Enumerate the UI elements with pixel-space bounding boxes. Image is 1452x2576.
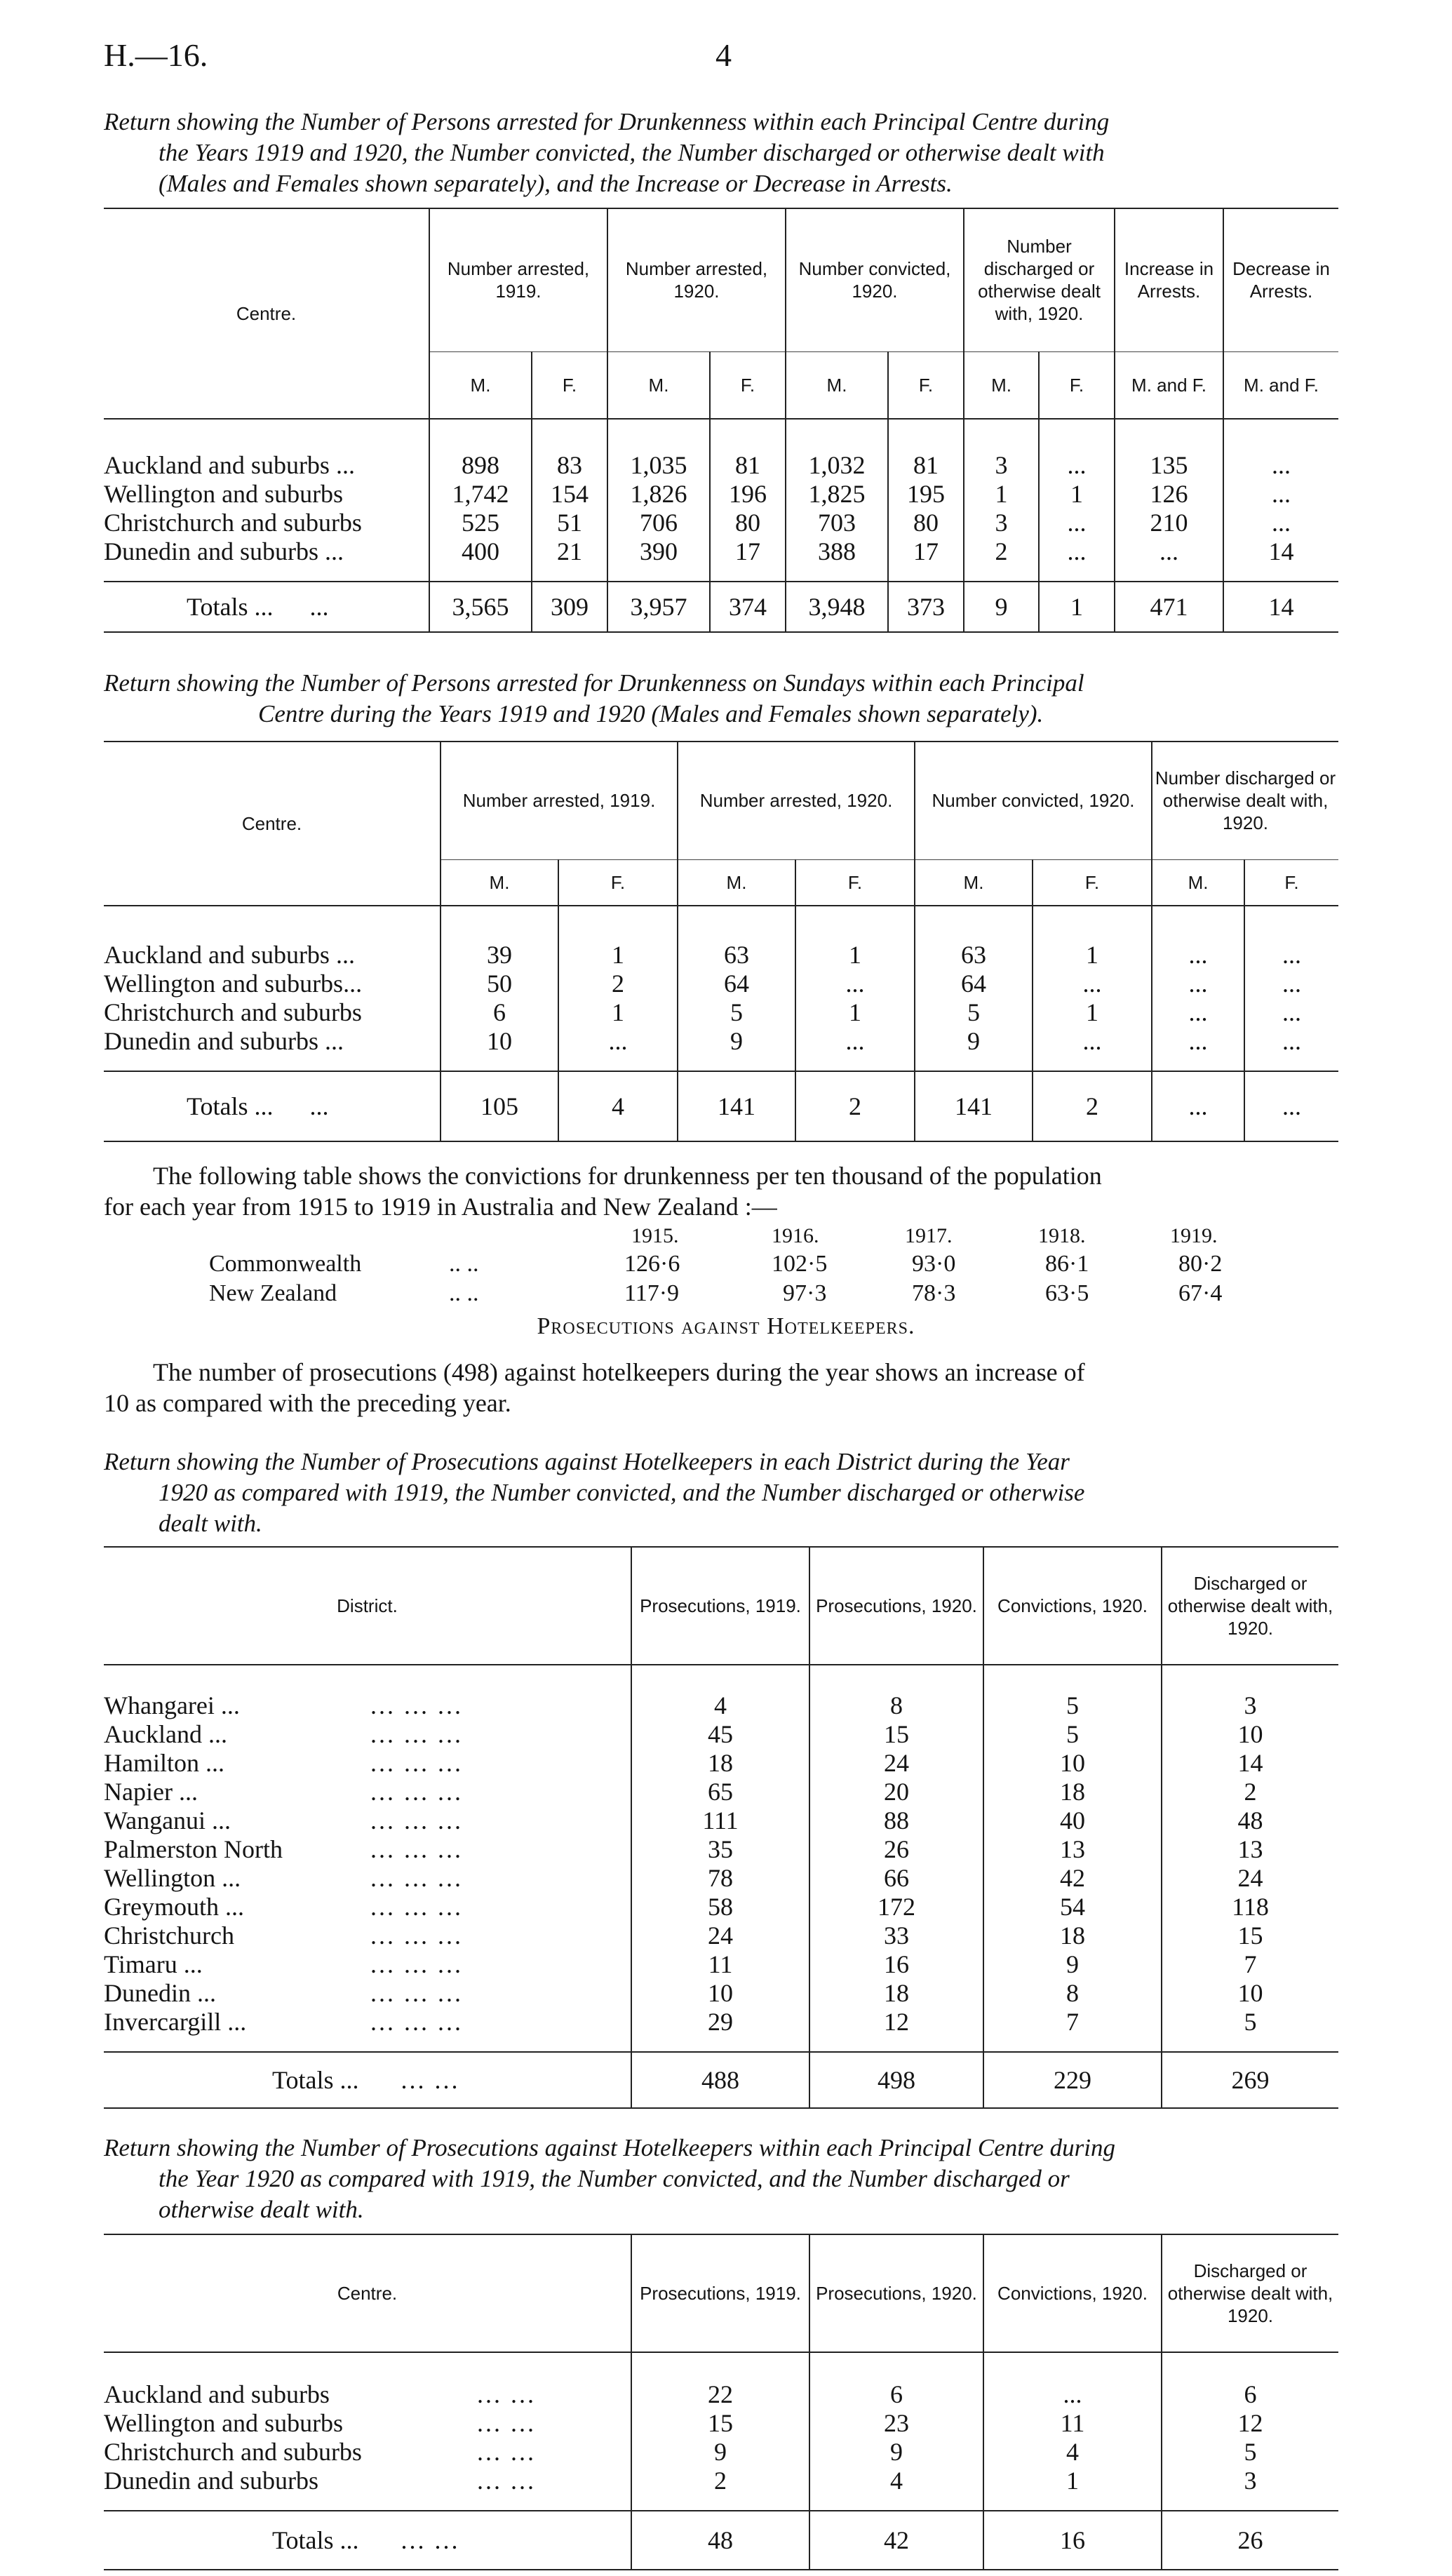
cell: 2 [964, 537, 1039, 566]
table2-col-arrested-1920: Number arrested, 1920. [678, 742, 915, 859]
cell: 18 [631, 1749, 809, 1778]
cell: 10 [983, 1749, 1162, 1778]
page-number: 4 [715, 37, 732, 73]
cell: 5 [678, 998, 795, 1027]
cell: 1,742 [429, 480, 532, 509]
cell: ... [558, 1027, 678, 1056]
cell: 39 [441, 941, 558, 970]
cell: ... [1039, 451, 1115, 480]
table1-caption: Return showing the Number of Persons arrested for Drunkenness within each Principal Centre during the Years 1919 and 1920, the Number convicted, the Number discharged or otherwise dealt with (Males and Females shown separately), and the Increase or Decrease in Arrests. [104, 108, 1110, 197]
cell: 78 [631, 1864, 809, 1893]
total-cell: 269 [1162, 2052, 1338, 2108]
cell: 195 [888, 480, 964, 509]
section-heading: Prosecutions against Hotelkeepers. [537, 1313, 915, 1339]
cell: 1,826 [607, 480, 710, 509]
cell: 15 [809, 1720, 983, 1749]
cell: 1 [795, 998, 915, 1027]
row-label: Commonwealth [209, 1251, 362, 1277]
cell: 97·3 [783, 1280, 827, 1306]
row-label: Christchurch and suburbs [104, 509, 362, 537]
cell: ... [795, 970, 915, 998]
totals-row [104, 1071, 1338, 1141]
cell: ... [1152, 998, 1244, 1027]
cell: 22 [631, 2380, 809, 2409]
cell: 48 [1162, 1806, 1338, 1835]
leader-dots: .. .. [449, 1280, 479, 1306]
total-cell: 48 [631, 2511, 809, 2570]
total-cell: 105 [441, 1071, 558, 1141]
cell: 64 [678, 970, 795, 998]
cell: 18 [983, 1921, 1162, 1950]
table2-sub: M. [678, 859, 795, 906]
cell: 33 [809, 1921, 983, 1950]
total-cell: 309 [532, 582, 607, 632]
cell: 118 [1162, 1893, 1338, 1921]
total-cell: 3,957 [607, 582, 710, 632]
table2-sub: F. [558, 859, 678, 906]
table2-col-convicted-1920: Number convicted, 1920. [915, 742, 1152, 859]
cell: 63 [915, 941, 1033, 970]
row-label: Timaru ... ... ... ... [104, 1950, 463, 1978]
cell: 1 [558, 941, 678, 970]
row-label: Christchurch and suburbs ... ... [104, 2438, 536, 2466]
cell: 15 [631, 2409, 809, 2438]
cell: 4 [809, 2467, 983, 2495]
table3-col-prosecutions-1919: Prosecutions, 1919. [631, 1547, 809, 1665]
cell: 17 [888, 537, 964, 566]
cell: 3 [1162, 2467, 1338, 2495]
totals-row [104, 2052, 1338, 2108]
cell: 10 [1162, 1720, 1338, 1749]
year-header: 1915. [631, 1224, 679, 1247]
cell: 3 [964, 509, 1039, 537]
table3-district-prosecutions [104, 1546, 1338, 2109]
table-row [104, 2409, 1338, 2438]
table3-col-discharged-1920: Discharged or otherwise dealt with, 1920. [1162, 1547, 1338, 1665]
row-label: Dunedin and suburbs ... [104, 537, 344, 565]
cell: 9 [983, 1950, 1162, 1979]
total-cell: 16 [983, 2511, 1162, 2570]
table-row [104, 537, 1338, 566]
cell: 13 [1162, 1835, 1338, 1864]
prosecutions-paragraph: The number of prosecutions (498) against hotelkeepers during the year shows an increase of 10 as compared with the preceding year. [104, 1358, 1085, 1417]
cell: 65 [631, 1778, 809, 1806]
cell: 45 [631, 1720, 809, 1749]
cell: ... [1223, 509, 1338, 537]
row-label: Whangarei ... ... ... ... [104, 1691, 463, 1719]
table1-sub: M. [429, 351, 532, 419]
cell: 26 [809, 1835, 983, 1864]
year-header: 1919. [1170, 1224, 1218, 1247]
table2-sub: F. [1033, 859, 1152, 906]
table-row [104, 2008, 1338, 2037]
table2-sub: M. [915, 859, 1033, 906]
cell: 4 [983, 2438, 1162, 2467]
row-label: Auckland and suburbs ... [104, 941, 355, 969]
table1-sub: F. [710, 351, 786, 419]
table-row [104, 1806, 1338, 1835]
year-header: 1917. [905, 1224, 953, 1247]
cell: 24 [809, 1749, 983, 1778]
cell: 2 [1162, 1778, 1338, 1806]
table4-col-discharged-1920: Discharged or otherwise dealt with, 1920. [1162, 2234, 1338, 2352]
total-cell: 14 [1223, 582, 1338, 632]
table-row [104, 1691, 1338, 1720]
cell: 111 [631, 1806, 809, 1835]
cell: 50 [441, 970, 558, 998]
row-label: Christchurch ... ... ... [104, 1921, 463, 1950]
row-label: Auckland and suburbs ... ... [104, 2380, 536, 2408]
cell: 40 [983, 1806, 1162, 1835]
table3-col-district: District. [337, 1595, 398, 1616]
cell: 86·1 [1045, 1251, 1089, 1277]
total-cell: 3,948 [786, 582, 888, 632]
table2-sub: M. [441, 859, 558, 906]
cell: 13 [983, 1835, 1162, 1864]
cell: 80 [710, 509, 786, 537]
table1-sub: M. and F. [1115, 351, 1223, 419]
cell: 6 [1162, 2380, 1338, 2409]
cell: 1,035 [607, 451, 710, 480]
cell: 11 [983, 2409, 1162, 2438]
table-row [104, 1778, 1338, 1806]
total-cell: 141 [915, 1071, 1033, 1141]
totals-row [104, 582, 1338, 632]
year-header: 1918. [1038, 1224, 1086, 1247]
cell: ... [1244, 998, 1338, 1027]
cell: 35 [631, 1835, 809, 1864]
cell: ... [1039, 509, 1115, 537]
row-label: Invercargill ... ... ... ... [104, 2008, 463, 2036]
table3-col-convictions-1920: Convictions, 1920. [983, 1547, 1162, 1665]
table-row [104, 2438, 1338, 2467]
cell: 18 [983, 1778, 1162, 1806]
table1-sub: M. [786, 351, 888, 419]
cell: ... [1152, 941, 1244, 970]
cell: ... [1244, 941, 1338, 970]
cell: 6 [809, 2380, 983, 2409]
table-row [104, 2467, 1338, 2495]
cell: 1 [558, 998, 678, 1027]
table-row [104, 1027, 1338, 1056]
cell: ... [1152, 970, 1244, 998]
cell: 10 [1162, 1979, 1338, 2008]
cell: 54 [983, 1893, 1162, 1921]
row-label: Dunedin ... ... ... ... [104, 1979, 463, 2007]
cell: 80 [888, 509, 964, 537]
convictions-paragraph: The following table shows the convictions for drunkenness per ten thousand of the population for each year from 1915 to 1919 in Australia and New Zealand :— [104, 1162, 1102, 1221]
table-row [104, 1835, 1338, 1864]
document-code: H.—16. [104, 37, 208, 73]
total-cell: ... [1152, 1071, 1244, 1141]
cell: 126·6 [624, 1251, 680, 1277]
row-label: Palmerston North ... ... ... [104, 1835, 463, 1863]
row-label: Dunedin and suburbs ... [104, 1027, 344, 1055]
cell: 196 [710, 480, 786, 509]
table-row [104, 1893, 1338, 1921]
cell: 58 [631, 1893, 809, 1921]
row-label: Wellington and suburbs... [104, 970, 363, 998]
cell: 88 [809, 1806, 983, 1835]
cell: 5 [983, 1720, 1162, 1749]
cell: 12 [1162, 2409, 1338, 2438]
cell: 9 [809, 2438, 983, 2467]
table1-col-convicted-1920: Number convicted, 1920. [786, 208, 964, 351]
cell: 81 [888, 451, 964, 480]
cell: 5 [1162, 2438, 1338, 2467]
total-cell: 9 [964, 582, 1039, 632]
cell: 2 [558, 970, 678, 998]
cell: 9 [631, 2438, 809, 2467]
table3-caption: Return showing the Number of Prosecutions against Hotelkeepers in each District during the Year 1920 as compared with 1919, the Number convicted, and the Number discharged or otherwise dealt with. [104, 1448, 1085, 1537]
totals-label: Totals ... ... ... [272, 2525, 460, 2554]
table-row [104, 970, 1338, 998]
table1-sub: M. and F. [1223, 351, 1338, 419]
table1-col-increase: Increase in Arrests. [1115, 208, 1223, 351]
table1-sub: F. [532, 351, 607, 419]
cell: 1 [1039, 480, 1115, 509]
table2-caption: Return showing the Number of Persons arrested for Drunkenness on Sundays within each Principal Centre during the Years 1919 and 1920 (Males and Females shown separately). [104, 669, 1084, 727]
table3-col-prosecutions-1920: Prosecutions, 1920. [809, 1547, 983, 1665]
cell: 126 [1115, 480, 1223, 509]
row-label: New Zealand [209, 1280, 337, 1306]
row-label: Dunedin and suburbs ... ... [104, 2467, 536, 2495]
cell: 1 [1033, 941, 1152, 970]
table-row [104, 1720, 1338, 1749]
cell: 4 [631, 1691, 809, 1720]
table2-col-discharged-1920: Number discharged or otherwise dealt with, 1920. [1152, 742, 1338, 859]
cell: 5 [915, 998, 1033, 1027]
table-row [104, 480, 1338, 509]
table1-sub: F. [1039, 351, 1115, 419]
total-cell: 42 [809, 2511, 983, 2570]
cell: 64 [915, 970, 1033, 998]
cell: ... [1033, 970, 1152, 998]
total-cell: 2 [1033, 1071, 1152, 1141]
row-label: Wellington and suburbs ... ... [104, 2409, 536, 2437]
row-label: Wellington and suburbs [104, 480, 344, 508]
cell: ... [1223, 451, 1338, 480]
cell: 80·2 [1178, 1251, 1223, 1277]
cell: ... [1115, 537, 1223, 566]
table-row [104, 451, 1338, 480]
table4-col-convictions-1920: Convictions, 1920. [983, 2234, 1162, 2352]
totals-label: Totals ... ... ... [272, 2065, 460, 2094]
cell: ... [795, 1027, 915, 1056]
cell: 67·4 [1178, 1280, 1223, 1306]
total-cell: 141 [678, 1071, 795, 1141]
table4-col-prosecutions-1920: Prosecutions, 1920. [809, 2234, 983, 2352]
cell: 172 [809, 1893, 983, 1921]
cell: 8 [809, 1691, 983, 1720]
table-row [104, 998, 1338, 1027]
cell: 17 [710, 537, 786, 566]
table-row [104, 1950, 1338, 1979]
cell: 16 [809, 1950, 983, 1979]
cell: 1,032 [786, 451, 888, 480]
total-cell: 471 [1115, 582, 1223, 632]
table4-centre-prosecutions [104, 2234, 1338, 2570]
row-label: Wellington ... ... ... ... [104, 1864, 463, 1892]
table2-col-arrested-1919: Number arrested, 1919. [441, 742, 678, 859]
total-cell: 374 [710, 582, 786, 632]
cell: 24 [1162, 1864, 1338, 1893]
total-cell: 4 [558, 1071, 678, 1141]
cell: 20 [809, 1778, 983, 1806]
table2-sub: F. [1244, 859, 1338, 906]
cell: 14 [1162, 1749, 1338, 1778]
cell: 81 [710, 451, 786, 480]
cell: 7 [983, 2008, 1162, 2037]
cell: 1,825 [786, 480, 888, 509]
cell: ... [983, 2380, 1162, 2409]
table-row [104, 509, 1338, 537]
table-row [104, 2380, 1338, 2409]
cell: 12 [809, 2008, 983, 2037]
cell: 400 [429, 537, 532, 566]
total-cell: 488 [631, 2052, 809, 2108]
cell: 5 [983, 1691, 1162, 1720]
table1-sub: M. [964, 351, 1039, 419]
cell: 21 [532, 537, 607, 566]
row-label: Christchurch and suburbs [104, 998, 362, 1026]
total-cell: 1 [1039, 582, 1115, 632]
cell: 2 [631, 2467, 809, 2495]
cell: 51 [532, 509, 607, 537]
leader-dots: .. .. [449, 1251, 479, 1277]
cell: ... [1039, 537, 1115, 566]
year-header: 1916. [772, 1224, 819, 1247]
cell: 63 [678, 941, 795, 970]
cell: 210 [1115, 509, 1223, 537]
cell: 10 [631, 1979, 809, 2008]
total-cell: 26 [1162, 2511, 1338, 2570]
cell: 15 [1162, 1921, 1338, 1950]
cell: ... [1033, 1027, 1152, 1056]
cell: 390 [607, 537, 710, 566]
cell: 14 [1223, 537, 1338, 566]
total-cell: 498 [809, 2052, 983, 2108]
totals-label: Totals ... ... [187, 1092, 329, 1120]
cell: 3 [964, 451, 1039, 480]
total-cell: 2 [795, 1071, 915, 1141]
cell: ... [1223, 480, 1338, 509]
row-label: Auckland and suburbs ... [104, 451, 355, 479]
cell: 10 [441, 1027, 558, 1056]
cell: 42 [983, 1864, 1162, 1893]
row-label: Greymouth ... ... ... ... [104, 1893, 463, 1921]
cell: 6 [441, 998, 558, 1027]
cell: 8 [983, 1979, 1162, 2008]
cell: 9 [915, 1027, 1033, 1056]
cell: 706 [607, 509, 710, 537]
table-row [104, 1864, 1338, 1893]
table1-arrests [104, 208, 1338, 633]
total-cell: 373 [888, 582, 964, 632]
row-label: Auckland ... ... ... ... [104, 1720, 463, 1748]
cell: 5 [1162, 2008, 1338, 2037]
cell: 703 [786, 509, 888, 537]
table2-sunday-arrests [104, 741, 1338, 1142]
table-row [104, 1979, 1338, 2008]
table2-sub: M. [1152, 859, 1244, 906]
cell: 18 [809, 1979, 983, 2008]
cell: 1 [964, 480, 1039, 509]
total-cell: 3,565 [429, 582, 532, 632]
cell: 93·0 [912, 1251, 956, 1277]
row-label: Napier ... ... ... ... [104, 1778, 463, 1806]
total-cell: 229 [983, 2052, 1162, 2108]
cell: 78·3 [912, 1280, 956, 1306]
cell: 83 [532, 451, 607, 480]
cell: 29 [631, 2008, 809, 2037]
table1-col-centre: Centre. [236, 303, 297, 324]
table4-caption: Return showing the Number of Prosecutions against Hotelkeepers within each Principal Centre during the Year 1920 as compared with 1919, the Number convicted, and the Number discharged or otherwise dealt with. [104, 2134, 1115, 2223]
cell: 525 [429, 509, 532, 537]
table2-sub: F. [795, 859, 915, 906]
cell: 1 [1033, 998, 1152, 1027]
cell: 898 [429, 451, 532, 480]
table4-col-centre: Centre. [337, 2283, 398, 2304]
cell: 1 [983, 2467, 1162, 2495]
table1-sub: M. [607, 351, 710, 419]
cell: 63·5 [1045, 1280, 1089, 1306]
cell: 102·5 [772, 1251, 828, 1277]
totals-row [104, 2511, 1338, 2570]
table-row [104, 941, 1338, 970]
cell: 9 [678, 1027, 795, 1056]
table1-sub: F. [888, 351, 964, 419]
cell: 117·9 [624, 1280, 680, 1306]
table1-col-decrease: Decrease in Arrests. [1223, 208, 1338, 351]
table-row [104, 1921, 1338, 1950]
table-row [104, 1749, 1338, 1778]
total-cell: ... [1244, 1071, 1338, 1141]
cell: 1 [795, 941, 915, 970]
cell: ... [1152, 1027, 1244, 1056]
row-label: Hamilton ... ... ... ... [104, 1749, 463, 1777]
cell: 7 [1162, 1950, 1338, 1979]
cell: 11 [631, 1950, 809, 1979]
cell: 388 [786, 537, 888, 566]
cell: ... [1244, 1027, 1338, 1056]
cell: 24 [631, 1921, 809, 1950]
totals-label: Totals ... ... [187, 592, 329, 621]
cell: 66 [809, 1864, 983, 1893]
table1-col-arrested-1920: Number arrested, 1920. [607, 208, 786, 351]
row-label: Wanganui ... ... ... ... [104, 1806, 463, 1834]
cell: 135 [1115, 451, 1223, 480]
cell: 154 [532, 480, 607, 509]
table2-col-centre: Centre. [241, 813, 302, 834]
cell: ... [1244, 970, 1338, 998]
cell: 23 [809, 2409, 983, 2438]
table1-col-discharged-1920: Number discharged or otherwise dealt with, 1920. [964, 208, 1115, 351]
table4-col-prosecutions-1919: Prosecutions, 1919. [631, 2234, 809, 2352]
cell: 3 [1162, 1691, 1338, 1720]
table1-col-arrested-1919: Number arrested, 1919. [429, 208, 607, 351]
